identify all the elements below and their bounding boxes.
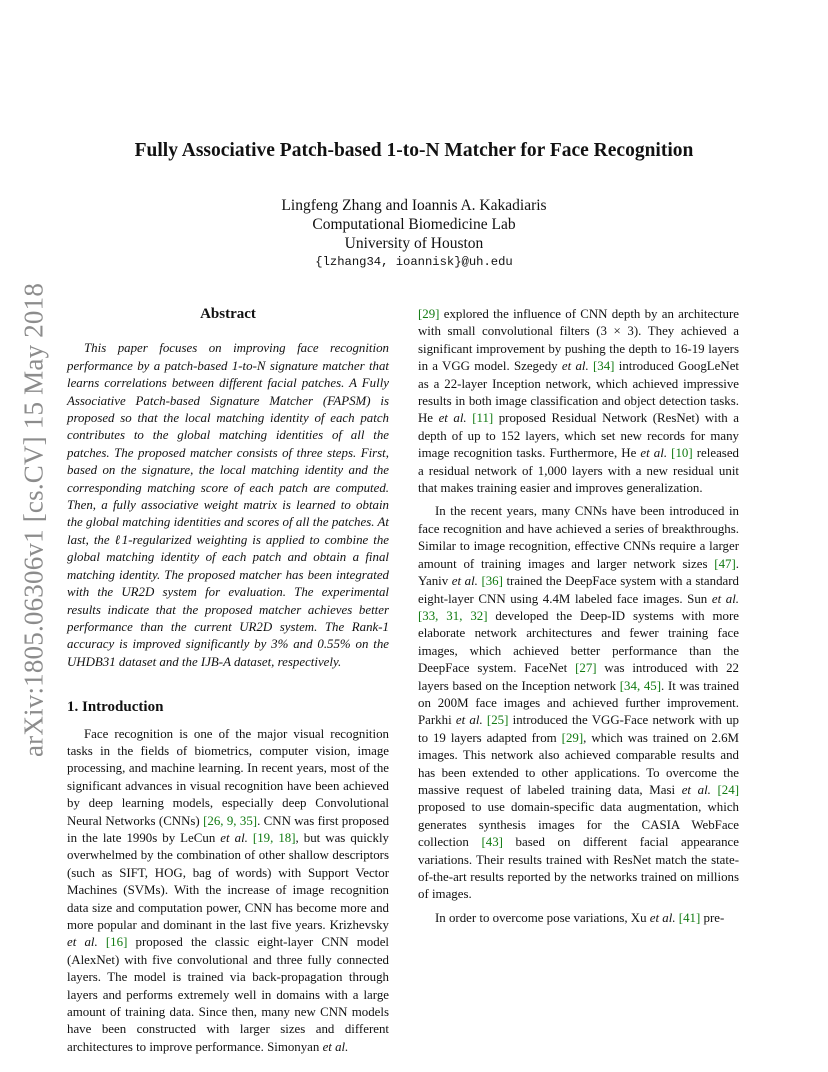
abstract-heading: Abstract <box>200 306 256 322</box>
citation-link[interactable]: [36] <box>481 574 503 589</box>
citation-link[interactable]: [41] <box>678 910 701 925</box>
left-column <box>67 306 389 1062</box>
emphasis-text: et al. <box>322 1039 349 1054</box>
arxiv-stamp <box>14 280 54 760</box>
emphasis-text: et al. <box>438 411 467 426</box>
author-email: {lzhang34, ioannisk}@uh.edu <box>315 255 513 269</box>
citation-link[interactable]: [25] <box>486 713 509 728</box>
citation-link[interactable]: [34] <box>593 359 615 374</box>
intro-paragraph-1: Face recognition is one of the major visual recognition tasks in the fields of biometrics, computer vision, image processing, and machine learning. In recent years, most of the significant advances in visual recognition have been achieved by deep learning models, especially deep Convolutional Neural Networks (CNNs) [26, 9, 35]. CNN was first proposed in the late 1990s by LeCun et al. [19, 18], but was quickly overwhelmed by the combination of other shallow descriptors (such as SIFT, HOG, bag of words) with Support Vector Machines (SVMs). With the increase of image recognition data size and computation power, CNN has become more and more popular and dominant in the last five years. Krizhevsky et al. [16] proposed the classic eight-layer CNN model (AlexNet) with five convolutional and three fully connected layers. The model is trained via back-propagation through layers and performs extremely well in domains with a large amount of training data. Since then, many new CNN models have been constructed with larger sizes and different architectures to improve performance. Simonyan et al. <box>67 726 390 1054</box>
emphasis-text: et al. <box>451 574 478 589</box>
citation-link[interactable]: [29] <box>418 307 440 321</box>
intro-paragraph-3: In order to overcome pose variations, Xu et al. [41] pre- <box>435 910 725 925</box>
right-column <box>418 306 739 933</box>
emphasis-text: et al. <box>220 830 248 845</box>
citation-link[interactable]: [11] <box>472 411 494 426</box>
emphasis-text: et al. <box>561 359 589 374</box>
arxiv-stamp-text: arXiv:1805.06306v1 [cs.CV] 15 May 2018 <box>18 282 49 758</box>
citation-link[interactable]: [34, 45] <box>619 678 662 693</box>
citation-link[interactable]: [24] <box>717 782 739 797</box>
citation-link[interactable]: [10] <box>671 446 693 461</box>
emphasis-text: et al. <box>67 935 98 950</box>
section-heading-introduction: 1. Introduction <box>67 699 164 716</box>
paper-title: Fully Associative Patch-based 1-to-N Matcher for Face Recognition <box>134 140 694 161</box>
intro-paragraph-1-continued: [29] explored the influence of CNN depth by an architecture with small convolutional filters (3 × 3). They achieved a significant improvement by pushing the depth to 16-19 layers in a VGG model. Szegedy et al. [34] introduced GoogLeNet as a 22-layer Inception network, which achieved impressive results in both image classification and object detection tasks. He et al. [11] proposed Residual Network (ResNet) with a depth of up to 152 layers, which set new records for many image recognition tasks. Furthermore, He et al. [10] released a residual network of 1,000 layers with a new residual unit that makes training easier and improves generalization. <box>418 307 739 496</box>
citation-link[interactable]: [26, 9, 35] <box>203 813 258 828</box>
citation-link[interactable]: [29] <box>561 730 584 745</box>
emphasis-text: et al. <box>681 782 711 797</box>
emphasis-text: et al. <box>640 446 668 461</box>
emphasis-text: et al. <box>649 910 676 925</box>
author-lab: Computational Biomedicine Lab <box>312 216 516 233</box>
citation-link[interactable]: [33, 31, 32] <box>418 608 488 623</box>
citation-link[interactable]: [27] <box>575 661 597 676</box>
author-names: Lingfeng Zhang and Ioannis A. Kakadiaris <box>281 197 547 214</box>
emphasis-text: et al. <box>711 591 739 606</box>
abstract-text: This paper focuses on improving face recognition performance by a patch-based 1-to-N signature matcher that learns correlations between different facial patches. A Fully Associative Patch-based Signature Matcher (FAPSM) is proposed so that the local matching identity of each patch contributes to the global matching identities of all the patches. The proposed matcher consists of three steps. First, based on the signature, the local matching identity and the corresponding matching score of each patch are computed. Then, a fully associative weight matrix is learned to obtain the global matching identities and scores of all the patches. At last, the ℓ1-regularized weighting is applied to combine the global matching identity of each patch and obtain a final matching identity. The proposed matcher has been integrated with the UR2D system for evaluation. The experimental results indicate that the proposed matcher achieves better performance than the current UR2D system. The Rank-1 accuracy is improved significantly by 3% and 0.55% on the UHDB31 dataset and the IJB-A dataset, respectively. <box>67 341 389 669</box>
citation-link[interactable]: [47] <box>714 556 736 571</box>
citation-link[interactable]: [16] <box>105 935 128 950</box>
intro-paragraph-2: In the recent years, many CNNs have been introduced in face recognition and have achieved a series of breakthroughs. Similar to image recognition, effective CNNs require a larger amount of training images and larger network sizes [47]. Yaniv et al. [36] trained the DeepFace system with a standard eight-layer CNN using 4.4M labeled face images. Sun et al. [33, 31, 32] developed the Deep-ID systems with more elaborate network architectures and fewer training face images, which achieved better performance than the DeepFace system. FaceNet [27] was introduced with 22 layers based on the Inception network [34, 45]. It was trained on 200M face images and achieved further improvement. Parkhi et al. [25] introduced the VGG-Face network with up to 19 layers adapted from [29], which was trained on 2.6M images. This network also achieved comparable results and has been extended to other applications. To overcome the massive request of labeled training data, Masi et al. [24] proposed to use domain-specific data augmentation, which generates synthesis images for the CASIA WebFace collection [43] based on different facial appearance variations. Their results trained with ResNet match the state-of-the-art results reported by the networks trained on millions of images. <box>418 504 740 902</box>
author-block <box>0 196 828 253</box>
citation-link[interactable]: [43] <box>481 835 503 850</box>
author-university: University of Houston <box>344 235 484 252</box>
citation-link[interactable]: [19, 18] <box>252 830 296 845</box>
emphasis-text: et al. <box>455 713 483 728</box>
